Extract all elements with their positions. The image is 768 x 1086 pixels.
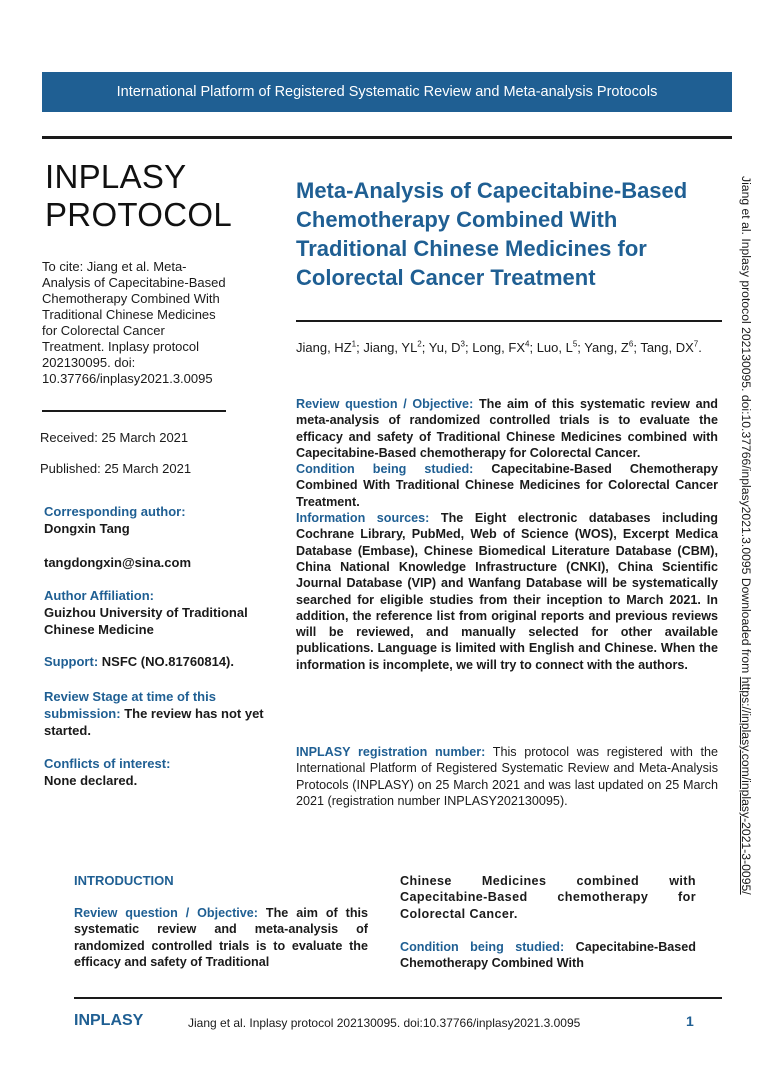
registration-text: This protocol was registered with the International Platform of Registered Systematic Review and Meta-Analysis Protocols (INPLASY) on 25 March 2021 and was last updated on 25 March 2021 (registration number INPLASY202130095). [296, 745, 718, 808]
condition-text: Capecitabine-Based Chemotherapy Combined With Traditional Chinese Medicines for Colorectal Cancer Treatment. [296, 462, 718, 509]
affiliation-label: Author Affiliation: [44, 588, 154, 603]
corresponding-author-name: Dongxin Tang [44, 521, 130, 536]
support-block [44, 653, 264, 670]
review-question-text: The aim of this systematic review and meta-analysis of randomized controlled trials is to evaluate the efficacy and safety of Traditional Chinese Medicines combined with Capecitabine-Based chemotherapy for Colorectal Cancer. [296, 397, 718, 460]
intro-column-1 [74, 905, 368, 970]
conflicts-block [44, 755, 264, 789]
support-label: Support: [44, 654, 99, 669]
inplasy-protocol-brand [45, 158, 265, 234]
review-question-label: Review question / Objective: [296, 397, 474, 411]
article-title: Meta-Analysis of Capecitabine-Based Chemotherapy Combined With Traditional Chinese Medicines for Colorectal Cancer Treatment [296, 178, 688, 290]
author-affiliation-marker: 1 [351, 339, 357, 349]
author-list [296, 339, 718, 356]
footer-brand: INPLASY [74, 1012, 144, 1029]
header-banner: International Platform of Registered Systematic Review and Meta-analysis Protocols [42, 72, 732, 112]
published-date: Published: 25 March 2021 [40, 461, 192, 476]
intro-col2-text: Chinese Medicines combined with Capecitabine-Based chemotherapy for Colorectal Cancer. [400, 874, 696, 921]
intro-review-label: Review question / Objective: [74, 906, 258, 920]
author-separator: ; [577, 340, 585, 355]
introduction-heading: INTRODUCTION [74, 873, 174, 888]
intro-condition-label: Condition being studied: [400, 939, 565, 954]
corresponding-author-label: Corresponding author: [44, 504, 186, 519]
download-link[interactable]: https://inplasy.com/inplasy-2021-3-0095/ [739, 676, 753, 895]
citation-text: To cite: Jiang et al. Meta-Analysis of Capecitabine-Based Chemotherapy Combined With Traditional Chinese Medicines for Colorectal Cancer Treatment. Inplasy protocol 202130095. doi: 10.37766/inplasy2021.3.0095 [42, 259, 226, 386]
information-sources-label: Information sources: [296, 511, 430, 526]
author-name: Luo, L [536, 340, 573, 355]
author-affiliation-marker: 4 [525, 339, 530, 349]
author-email[interactable]: tangdongxin@sina.com [44, 555, 192, 570]
author-separator: ; [421, 340, 429, 355]
review-stage-block [44, 688, 264, 739]
registration-paragraph [296, 744, 718, 809]
author-separator: ; [465, 340, 473, 355]
sidebar-divider [42, 410, 226, 412]
author-affiliation-marker: 3 [460, 339, 465, 349]
review-stage-label: Review Stage at time of this submission: [44, 689, 216, 721]
information-sources-text: The Eight electronic databases including Cochrane Library, PubMed, Web of Science (WOS), Excerpt Medica Database (Embase), Chinese Biomedical Literature Database (CBM), China National Knowledge Infrastructure (CNKI), China Scientific Journal Database (VIP) and Wanfang Database will be systematically searched for eligible studies from their inception to March 2021. In addition, the reference list from original reports and previous reviews will be reviewed, and manually selected for other available publications. Language is limited with English and Chinese. When the information is incomplete, we will try to connect with the authors. [296, 511, 718, 672]
author-separator: . [698, 340, 702, 355]
author-affiliation-marker: 6 [628, 339, 634, 349]
review-stage-text: The review has not yet started. [44, 706, 264, 738]
top-divider [42, 136, 732, 139]
author-name: Jiang, YL [363, 340, 418, 355]
author-name: Long, FX [472, 340, 525, 355]
condition-label: Condition being studied: [296, 462, 474, 477]
brand-line-1: INPLASY [45, 158, 187, 195]
intro-column-2 [400, 873, 696, 971]
conflicts-label: Conflicts of interest: [44, 756, 171, 771]
author-name: Yang, Z [584, 340, 629, 355]
author-affiliation-marker: 2 [417, 339, 422, 349]
author-separator: ; [633, 340, 641, 355]
review-question-paragraph [296, 396, 718, 461]
footer-citation: Jiang et al. Inplasy protocol 202130095. doi:10.37766/inplasy2021.3.0095 [188, 1016, 581, 1030]
registration-label: INPLASY registration number: [296, 745, 486, 759]
affiliation-text: Guizhou University of Traditional Chinese Medicine [44, 605, 248, 637]
author-separator: ; [529, 340, 537, 355]
conflicts-text: None declared. [44, 773, 138, 788]
author-name: Jiang, HZ [296, 340, 352, 355]
margin-note-text: Jiang et al. Inplasy protocol 202130095. doi:10.37766/inplasy2021.3.0095 Downloaded from [739, 176, 753, 677]
affiliation-block [44, 587, 264, 638]
received-date: Received: 25 March 2021 [40, 430, 189, 445]
information-sources-paragraph [296, 510, 718, 673]
intro-review-text: The aim of this systematic review and meta-analysis of randomized controlled trials is to evaluate the efficacy and safety of Traditional [74, 906, 369, 969]
abstract [296, 396, 718, 673]
intro-condition-text: Capecitabine-Based Chemotherapy Combined With [400, 939, 696, 971]
author-affiliation-marker: 5 [572, 339, 578, 349]
page-number: 1 [686, 1013, 694, 1029]
footer-divider [74, 997, 722, 999]
author-affiliation-marker: 7 [693, 339, 699, 349]
corresponding-author-block [44, 503, 264, 571]
title-divider [296, 320, 722, 322]
condition-paragraph [296, 461, 718, 510]
author-separator: ; [356, 340, 364, 355]
download-margin-note [738, 176, 754, 996]
brand-line-2: PROTOCOL [45, 196, 232, 233]
author-name: Tang, DX [640, 340, 694, 355]
author-name: Yu, D [428, 340, 461, 355]
support-text: NSFC (NO.81760814). [101, 654, 235, 669]
